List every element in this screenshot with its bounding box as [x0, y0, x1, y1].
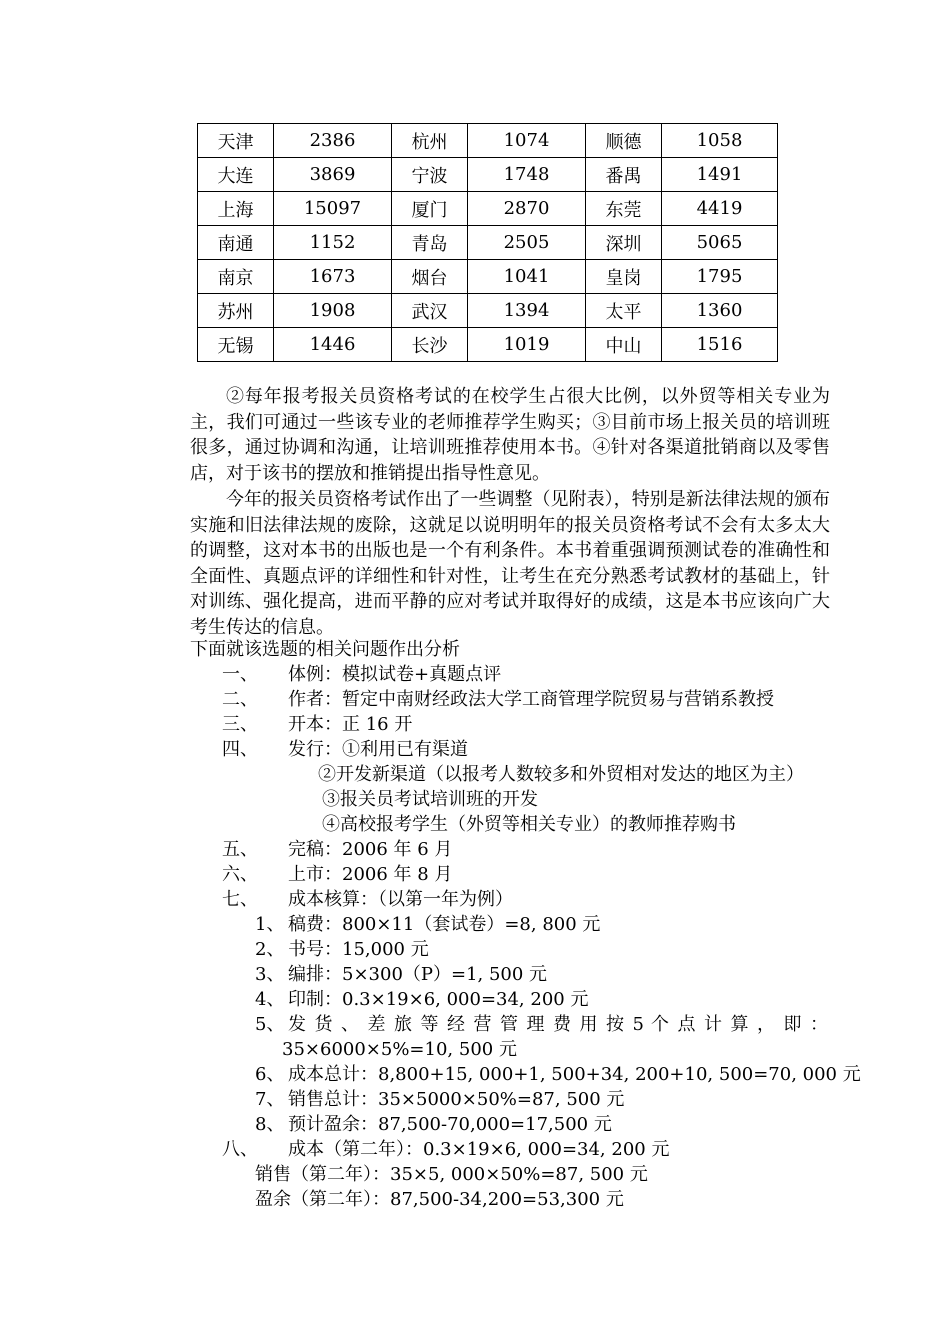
count-cell: 2505 — [468, 226, 586, 260]
count-cell: 1152 — [274, 226, 392, 260]
paragraph-exam-adjustment: 今年的报关员资格考试作出了一些调整（见附表），特别是新法律法规的颁布实施和旧法律法规的废除，这就足以说明明年的报关员资格考试不会有太多太大的调整，这对本书的出版也是一个有利条件。本书着重强调预测试卷的准确性和全面性、真题点评的详细性和针对性，让考生在充分熟悉考试教材的基础上，针对训练、强化提高，进而平静的应对考试并取得好的成绩，这是本书应该向广大考生传达的信息。 — [190, 489, 830, 638]
paragraph-channels: ②每年报考报关员资格考试的在校学生占很大比例，以外贸等相关专业为主，我们可通过一些该专业的老师推荐学生购买；③目前市场上报关员的培训班很多，通过协调和沟通，让培训班推荐使用本书。④针对各渠道批销商以及零售店，对于该书的摆放和推销提出指导性意见。 — [190, 386, 830, 484]
count-cell: 1748 — [468, 158, 586, 192]
city-cell: 杭州 — [392, 124, 468, 158]
outline-distribution: 发行：①利用已有渠道 — [288, 739, 468, 760]
city-cell: 南京 — [198, 260, 274, 294]
count-cell: 2870 — [468, 192, 586, 226]
table-row — [198, 124, 778, 158]
city-cell: 宁波 — [392, 158, 468, 192]
table-row — [198, 192, 778, 226]
outline-release-date: 上市：2006 年 8 月 — [288, 864, 453, 885]
count-cell: 1908 — [274, 294, 392, 328]
city-cell: 深圳 — [586, 226, 662, 260]
distribution-new-channels: ②开发新渠道（以报考人数较多和外贸相对发达的地区为主） — [318, 764, 804, 785]
cost-operating-fees: 发 货 、 差 旅 等 经 营 管 理 费 用 按 5 个 点 计 算 ， 即 ： — [288, 1014, 828, 1035]
count-cell: 3869 — [274, 158, 392, 192]
count-cell: 1491 — [662, 158, 778, 192]
city-cell: 长沙 — [392, 328, 468, 362]
cost-total: 成本总计：8,800+15, 000+1, 500+34, 200+10, 500=70, 000 元 — [288, 1064, 861, 1085]
table-row — [198, 260, 778, 294]
cost-manuscript-fee: 稿费：800×11（套试卷）=8, 800 元 — [288, 914, 601, 935]
expected-profit: 预计盈余：87,500-70,000=17,500 元 — [288, 1114, 612, 1135]
count-cell: 4419 — [662, 192, 778, 226]
count-cell: 1019 — [468, 328, 586, 362]
outline-author: 作者：暂定中南财经政法大学工商管理学院贸易与营销系教授 — [288, 689, 774, 710]
cost-book-number: 书号：15,000 元 — [288, 939, 429, 960]
outline-num-8: 八、 — [222, 1139, 258, 1160]
city-cell: 厦门 — [392, 192, 468, 226]
city-cell: 中山 — [586, 328, 662, 362]
outline-book-size: 开本：正 16 开 — [288, 714, 413, 735]
analysis-intro: 下面就该选题的相关问题作出分析 — [190, 639, 460, 660]
table-row — [198, 158, 778, 192]
cost-num-5: 5、 — [255, 1014, 285, 1035]
cost-operating-fees-value: 35×6000×5%=10, 500 元 — [282, 1039, 517, 1060]
count-cell: 1795 — [662, 260, 778, 294]
count-cell: 1360 — [662, 294, 778, 328]
cost-num-7: 7、 — [255, 1089, 285, 1110]
outline-num-1: 一、 — [222, 664, 258, 685]
city-cell: 皇岗 — [586, 260, 662, 294]
second-year-profit: 盈余（第二年）：87,500-34,200=53,300 元 — [255, 1189, 624, 1210]
table-row — [198, 294, 778, 328]
count-cell: 1446 — [274, 328, 392, 362]
table-row — [198, 226, 778, 260]
second-year-cost: 成本（第二年）：0.3×19×6, 000=34, 200 元 — [288, 1139, 670, 1160]
city-cell: 上海 — [198, 192, 274, 226]
count-cell: 1673 — [274, 260, 392, 294]
city-cell: 大连 — [198, 158, 274, 192]
count-cell: 1041 — [468, 260, 586, 294]
count-cell: 5065 — [662, 226, 778, 260]
count-cell: 2386 — [274, 124, 392, 158]
outline-cost-accounting: 成本核算：（以第一年为例） — [288, 889, 513, 910]
city-cell: 天津 — [198, 124, 274, 158]
city-cell: 东莞 — [586, 192, 662, 226]
cost-printing: 印制：0.3×19×6, 000=34, 200 元 — [288, 989, 589, 1010]
count-cell: 1394 — [468, 294, 586, 328]
count-cell: 1516 — [662, 328, 778, 362]
city-cell: 无锡 — [198, 328, 274, 362]
city-cell: 武汉 — [392, 294, 468, 328]
distribution-training-classes: ③报关员考试培训班的开发 — [322, 789, 538, 810]
city-cell: 青岛 — [392, 226, 468, 260]
cost-num-2: 2、 — [255, 939, 285, 960]
count-cell: 1058 — [662, 124, 778, 158]
cost-num-1: 1、 — [255, 914, 285, 935]
sales-total: 销售总计：35×5000×50%=87, 500 元 — [288, 1089, 625, 1110]
second-year-sales: 销售（第二年）：35×5, 000×50%=87, 500 元 — [255, 1164, 648, 1185]
city-cell: 苏州 — [198, 294, 274, 328]
city-cell: 南通 — [198, 226, 274, 260]
cost-num-3: 3、 — [255, 964, 285, 985]
outline-num-5: 五、 — [222, 839, 258, 860]
cost-num-8: 8、 — [255, 1114, 285, 1135]
outline-num-3: 三、 — [222, 714, 258, 735]
outline-num-4: 四、 — [222, 739, 258, 760]
cost-num-6: 6、 — [255, 1064, 285, 1085]
outline-num-7: 七、 — [222, 889, 258, 910]
cost-num-4: 4、 — [255, 989, 285, 1010]
count-cell: 15097 — [274, 192, 392, 226]
outline-format: 体例：模拟试卷+真题点评 — [288, 664, 502, 685]
city-cell: 烟台 — [392, 260, 468, 294]
count-cell: 1074 — [468, 124, 586, 158]
table-row — [198, 328, 778, 362]
city-cell: 太平 — [586, 294, 662, 328]
table-body — [198, 124, 778, 362]
outline-num-6: 六、 — [222, 864, 258, 885]
city-cell: 番禺 — [586, 158, 662, 192]
cost-typesetting: 编排：5×300（P）=1, 500 元 — [288, 964, 548, 985]
customs-declarant-count-table — [197, 123, 778, 362]
city-cell: 顺德 — [586, 124, 662, 158]
outline-num-2: 二、 — [222, 689, 258, 710]
distribution-teacher-recommend: ④高校报考学生（外贸等相关专业）的教师推荐购书 — [322, 814, 736, 835]
outline-manuscript-date: 完稿：2006 年 6 月 — [288, 839, 453, 860]
